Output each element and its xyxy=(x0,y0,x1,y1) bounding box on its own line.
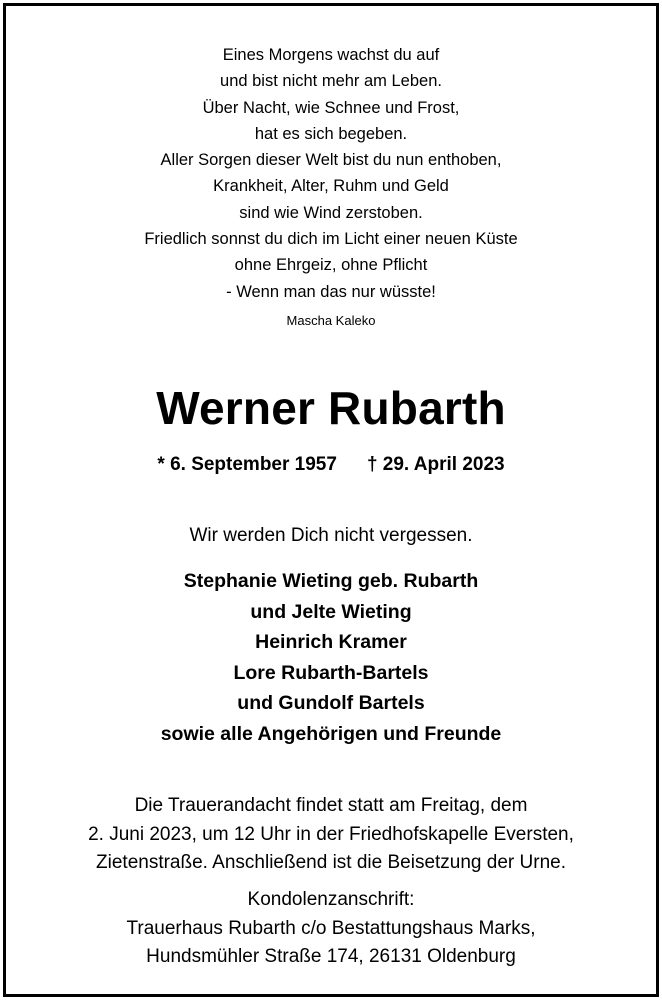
mourner-line: Stephanie Wieting geb. Rubarth xyxy=(183,570,479,592)
mourner-line: Lore Rubarth-Bartels xyxy=(233,661,429,684)
obituary-frame xyxy=(3,3,659,997)
poem-line: Krankheit, Alter, Ruhm und Geld xyxy=(213,177,449,196)
life-dates xyxy=(6,451,656,479)
poem-line: Eines Morgens wachst du auf xyxy=(222,46,440,64)
poem-line: - Wenn man das nur wüsste! xyxy=(226,282,436,301)
mourner-line: Heinrich Kramer xyxy=(255,631,407,654)
service-line: Die Trauerandacht findet statt am Freitag, dem xyxy=(134,795,528,816)
obituary-content xyxy=(6,6,656,994)
poem-line: hat es sich begeben. xyxy=(254,124,408,143)
poem-author: Mascha Kaleko xyxy=(286,312,376,328)
condolence-heading: Kondolenzanschrift: xyxy=(247,889,415,910)
poem xyxy=(6,42,656,331)
service-info xyxy=(6,792,656,878)
mourner-line: und Jelte Wieting xyxy=(250,600,412,623)
condolence-line: Hundsmühler Straße 174, 26131 Oldenburg xyxy=(146,946,516,968)
service-line: Zietenstraße. Anschließend ist die Beisetzung der Urne. xyxy=(96,852,566,874)
motto: Wir werden Dich nicht vergessen. xyxy=(189,525,473,546)
poem-line: ohne Ehrgeiz, ohne Pflicht xyxy=(234,256,428,275)
birth-date: * 6. September 1957 xyxy=(157,454,337,475)
poem-line: Über Nacht, wie Schnee und Frost, xyxy=(202,98,460,117)
poem-line: sind wie Wind zerstoben. xyxy=(239,203,423,222)
mourners-list xyxy=(6,566,656,750)
mourner-line: sowie alle Angehörigen und Freunde xyxy=(160,722,502,745)
poem-line: Aller Sorgen dieser Welt bist du nun enthoben, xyxy=(160,151,502,170)
condolence-line: Trauerhaus Rubarth c/o Bestattungshaus Marks, xyxy=(126,917,536,939)
condolence-address xyxy=(6,886,656,972)
deceased-name: Werner Rubarth xyxy=(156,382,506,434)
poem-line: und bist nicht mehr am Leben. xyxy=(220,72,442,91)
service-line: 2. Juni 2023, um 12 Uhr in der Friedhofskapelle Eversten, xyxy=(88,823,574,845)
death-date: † 29. April 2023 xyxy=(366,454,505,475)
poem-line: Friedlich sonnst du dich im Licht einer neuen Küste xyxy=(144,230,518,249)
mourner-line: und Gundolf Bartels xyxy=(237,692,425,715)
